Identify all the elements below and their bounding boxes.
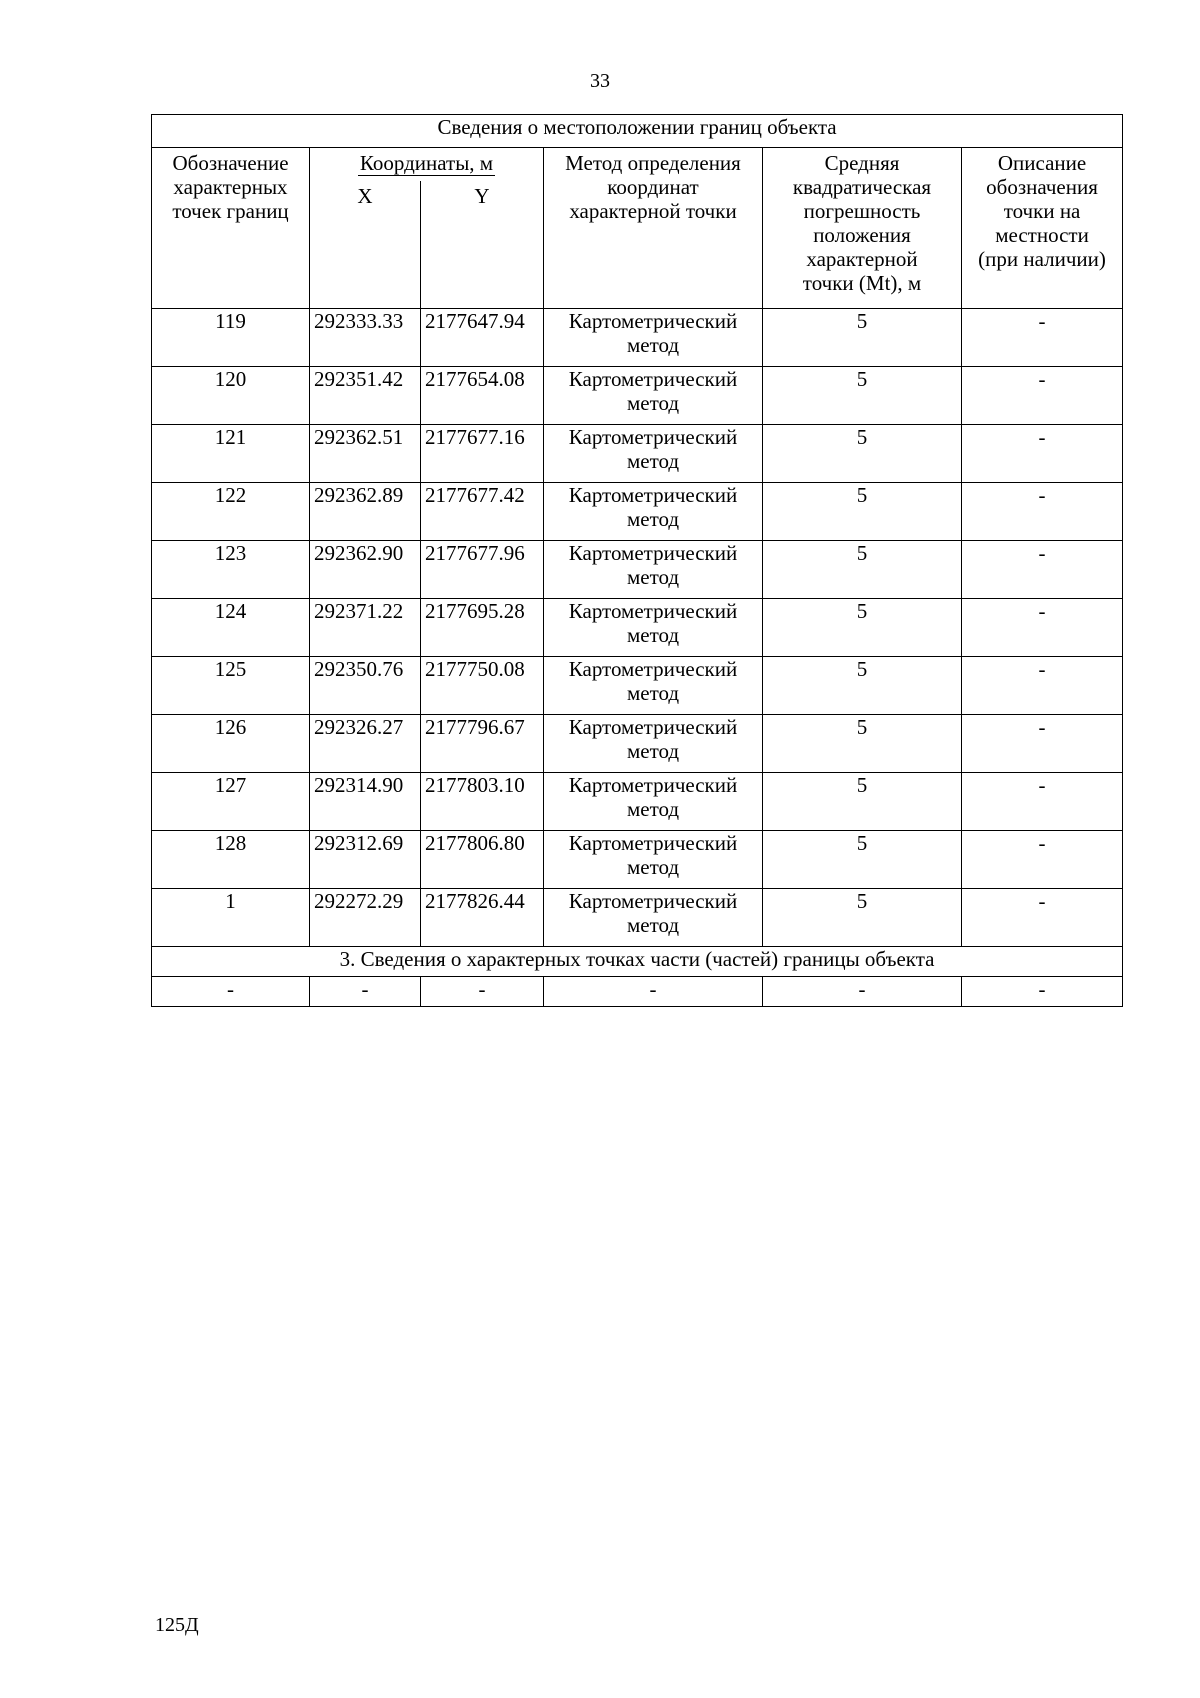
cell-method: Картометрический метод xyxy=(544,831,763,889)
cell-point: 126 xyxy=(152,715,310,773)
cell-accuracy: 5 xyxy=(763,773,962,831)
cell-y: 2177647.94 xyxy=(421,309,544,367)
section-3-row xyxy=(152,977,1123,1007)
table-row xyxy=(152,889,1123,947)
cell-x: 292362.89 xyxy=(310,483,421,541)
header-coordinates xyxy=(310,148,544,182)
cell-accuracy: 5 xyxy=(763,541,962,599)
section-3-cell: - xyxy=(152,977,310,1007)
cell-accuracy: 5 xyxy=(763,599,962,657)
cell-point: 125 xyxy=(152,657,310,715)
cell-method: Картометрический метод xyxy=(544,773,763,831)
cell-y: 2177677.96 xyxy=(421,541,544,599)
cell-description: - xyxy=(962,483,1123,541)
cell-accuracy: 5 xyxy=(763,889,962,947)
table-row xyxy=(152,309,1123,367)
cell-x: 292312.69 xyxy=(310,831,421,889)
cell-description: - xyxy=(962,541,1123,599)
cell-accuracy: 5 xyxy=(763,715,962,773)
cell-y: 2177695.28 xyxy=(421,599,544,657)
cell-y: 2177796.67 xyxy=(421,715,544,773)
cell-x: 292362.90 xyxy=(310,541,421,599)
cell-point: 1 xyxy=(152,889,310,947)
table-row xyxy=(152,773,1123,831)
cell-point: 121 xyxy=(152,425,310,483)
table-title-row xyxy=(152,115,1123,148)
cell-description: - xyxy=(962,425,1123,483)
cell-point: 122 xyxy=(152,483,310,541)
cell-description: - xyxy=(962,889,1123,947)
cell-y: 2177677.16 xyxy=(421,425,544,483)
cell-x: 292272.29 xyxy=(310,889,421,947)
cell-y: 2177826.44 xyxy=(421,889,544,947)
cell-method: Картометрический метод xyxy=(544,889,763,947)
cell-x: 292351.42 xyxy=(310,367,421,425)
cell-accuracy: 5 xyxy=(763,657,962,715)
cell-accuracy: 5 xyxy=(763,425,962,483)
header-coordinates-label: Координаты, м xyxy=(359,151,494,175)
cell-method: Картометрический метод xyxy=(544,367,763,425)
header-row xyxy=(152,148,1123,182)
cell-x: 292371.22 xyxy=(310,599,421,657)
cell-description: - xyxy=(962,773,1123,831)
cell-point: 123 xyxy=(152,541,310,599)
cell-method: Картометрический метод xyxy=(544,715,763,773)
section-3-title-row xyxy=(152,947,1123,977)
cell-accuracy: 5 xyxy=(763,309,962,367)
cell-method: Картометрический метод xyxy=(544,657,763,715)
page-number: 33 xyxy=(590,70,610,92)
cell-method: Картометрический метод xyxy=(544,541,763,599)
cell-y: 2177677.42 xyxy=(421,483,544,541)
table-row xyxy=(152,483,1123,541)
cell-point: 120 xyxy=(152,367,310,425)
cell-description: - xyxy=(962,367,1123,425)
header-accuracy: Средняя квадратическая погрешность положения характерной точки (Mt), м xyxy=(763,148,962,309)
cell-accuracy: 5 xyxy=(763,483,962,541)
cell-x: 292362.51 xyxy=(310,425,421,483)
header-description: Описание обозначения точки на местности (при наличии) xyxy=(962,148,1123,309)
cell-point: 128 xyxy=(152,831,310,889)
cell-point: 119 xyxy=(152,309,310,367)
section-3-cell: - xyxy=(421,977,544,1007)
cell-y: 2177750.08 xyxy=(421,657,544,715)
section-3-cell: - xyxy=(763,977,962,1007)
table-row xyxy=(152,367,1123,425)
table-row xyxy=(152,541,1123,599)
cell-accuracy: 5 xyxy=(763,831,962,889)
cell-y: 2177803.10 xyxy=(421,773,544,831)
cell-description: - xyxy=(962,599,1123,657)
header-method: Метод определения координат характерной точки xyxy=(544,148,763,309)
cell-point: 127 xyxy=(152,773,310,831)
footer-code: 125Д xyxy=(155,1614,199,1636)
section-3-cell: - xyxy=(310,977,421,1007)
table-row xyxy=(152,425,1123,483)
cell-description: - xyxy=(962,715,1123,773)
header-y: Y xyxy=(421,181,544,309)
table-row xyxy=(152,715,1123,773)
cell-description: - xyxy=(962,657,1123,715)
cell-x: 292333.33 xyxy=(310,309,421,367)
table-row xyxy=(152,599,1123,657)
boundary-table xyxy=(151,114,1123,1007)
cell-method: Картометрический метод xyxy=(544,599,763,657)
table-row xyxy=(152,831,1123,889)
cell-point: 124 xyxy=(152,599,310,657)
cell-method: Картометрический метод xyxy=(544,425,763,483)
cell-method: Картометрический метод xyxy=(544,483,763,541)
table-row xyxy=(152,657,1123,715)
cell-y: 2177806.80 xyxy=(421,831,544,889)
cell-x: 292350.76 xyxy=(310,657,421,715)
section-3-cell: - xyxy=(962,977,1123,1007)
section-3-cell: - xyxy=(544,977,763,1007)
cell-description: - xyxy=(962,831,1123,889)
cell-x: 292326.27 xyxy=(310,715,421,773)
cell-description: - xyxy=(962,309,1123,367)
cell-method: Картометрический метод xyxy=(544,309,763,367)
cell-accuracy: 5 xyxy=(763,367,962,425)
header-point-designation: Обозначение характерных точек границ xyxy=(152,148,310,309)
section-3-title: 3. Сведения о характерных точках части (частей) границы объекта xyxy=(152,947,1123,977)
table-title: Сведения о местоположении границ объекта xyxy=(152,115,1123,148)
header-x: X xyxy=(310,181,421,309)
cell-x: 292314.90 xyxy=(310,773,421,831)
cell-y: 2177654.08 xyxy=(421,367,544,425)
